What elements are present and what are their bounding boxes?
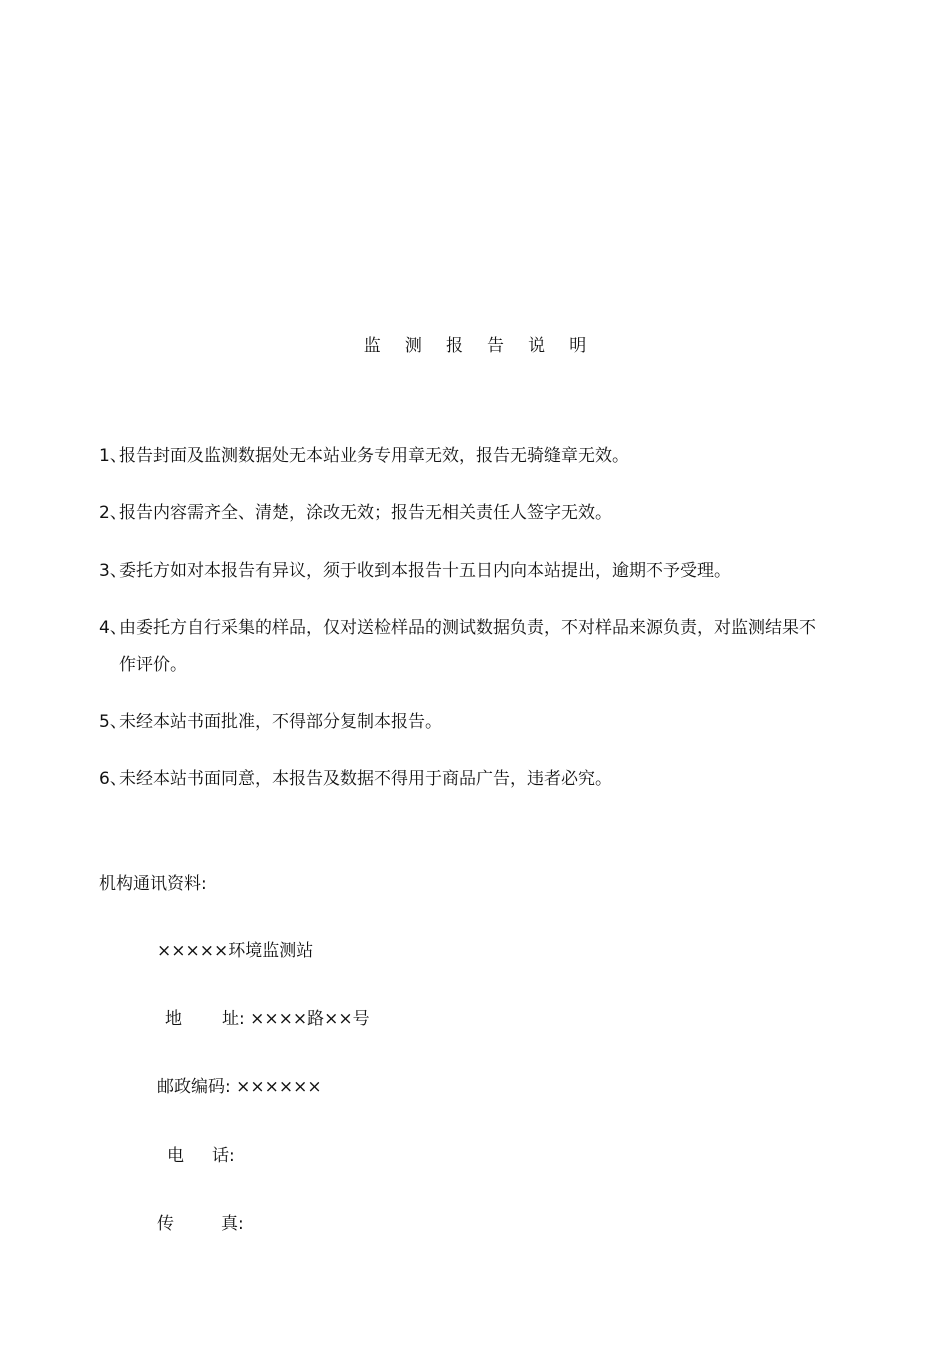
phone-colon: :	[229, 1146, 235, 1166]
note-item	[99, 495, 612, 532]
fax-row	[157, 1209, 244, 1234]
zip-colon: :	[225, 1077, 231, 1097]
note-number: 5、	[99, 712, 127, 732]
address-label-char-2: 址	[222, 1009, 239, 1029]
phone-label-char-1: 电	[167, 1146, 184, 1166]
note-number: 2、	[99, 503, 127, 523]
address-label-char-1: 地	[165, 1009, 182, 1029]
note-number: 4、	[99, 618, 127, 638]
fax-colon: :	[238, 1214, 244, 1234]
zip-label: 邮政编码	[157, 1077, 225, 1097]
fax-label-char-1: 传	[157, 1214, 174, 1234]
fax-label-char-2: 真	[221, 1214, 238, 1234]
page-title: 监 测 报 告 说 明	[363, 336, 596, 356]
organization-name: ×××××环境监测站	[157, 941, 314, 961]
note-item	[99, 704, 442, 741]
phone-label	[157, 1141, 229, 1166]
zip-value: ××××××	[236, 1077, 322, 1097]
address-colon: :	[239, 1009, 245, 1029]
address-label	[157, 1004, 239, 1029]
address-row	[157, 1004, 370, 1029]
fax-label	[157, 1209, 238, 1234]
zip-row	[157, 1072, 322, 1097]
note-text: 由委托方自行采集的样品，仅对送检样品的测试数据负责，不对样品来源负责，对监测结果不作评价。	[119, 618, 816, 675]
address-value: ××××路××号	[250, 1009, 370, 1029]
note-text: 报告内容需齐全、清楚，涂改无效；报告无相关责任人签字无效。	[119, 503, 612, 523]
note-text: 委托方如对本报告有异议，须于收到本报告十五日内向本站提出，逾期不予受理。	[119, 561, 731, 581]
note-item	[99, 553, 731, 590]
note-number: 3、	[99, 561, 127, 581]
phone-row	[157, 1141, 235, 1166]
note-text: 未经本站书面批准，不得部分复制本报告。	[119, 712, 442, 732]
note-number: 6、	[99, 769, 127, 789]
note-item	[99, 438, 629, 475]
note-item	[99, 761, 612, 798]
note-number: 1、	[99, 446, 127, 466]
contact-heading: 机构通讯资料:	[99, 874, 207, 894]
note-item	[99, 610, 819, 684]
note-text: 未经本站书面同意，本报告及数据不得用于商品广告，违者必究。	[119, 769, 612, 789]
note-text: 报告封面及监测数据处无本站业务专用章无效，报告无骑缝章无效。	[119, 446, 629, 466]
phone-label-char-2: 话	[212, 1146, 229, 1166]
